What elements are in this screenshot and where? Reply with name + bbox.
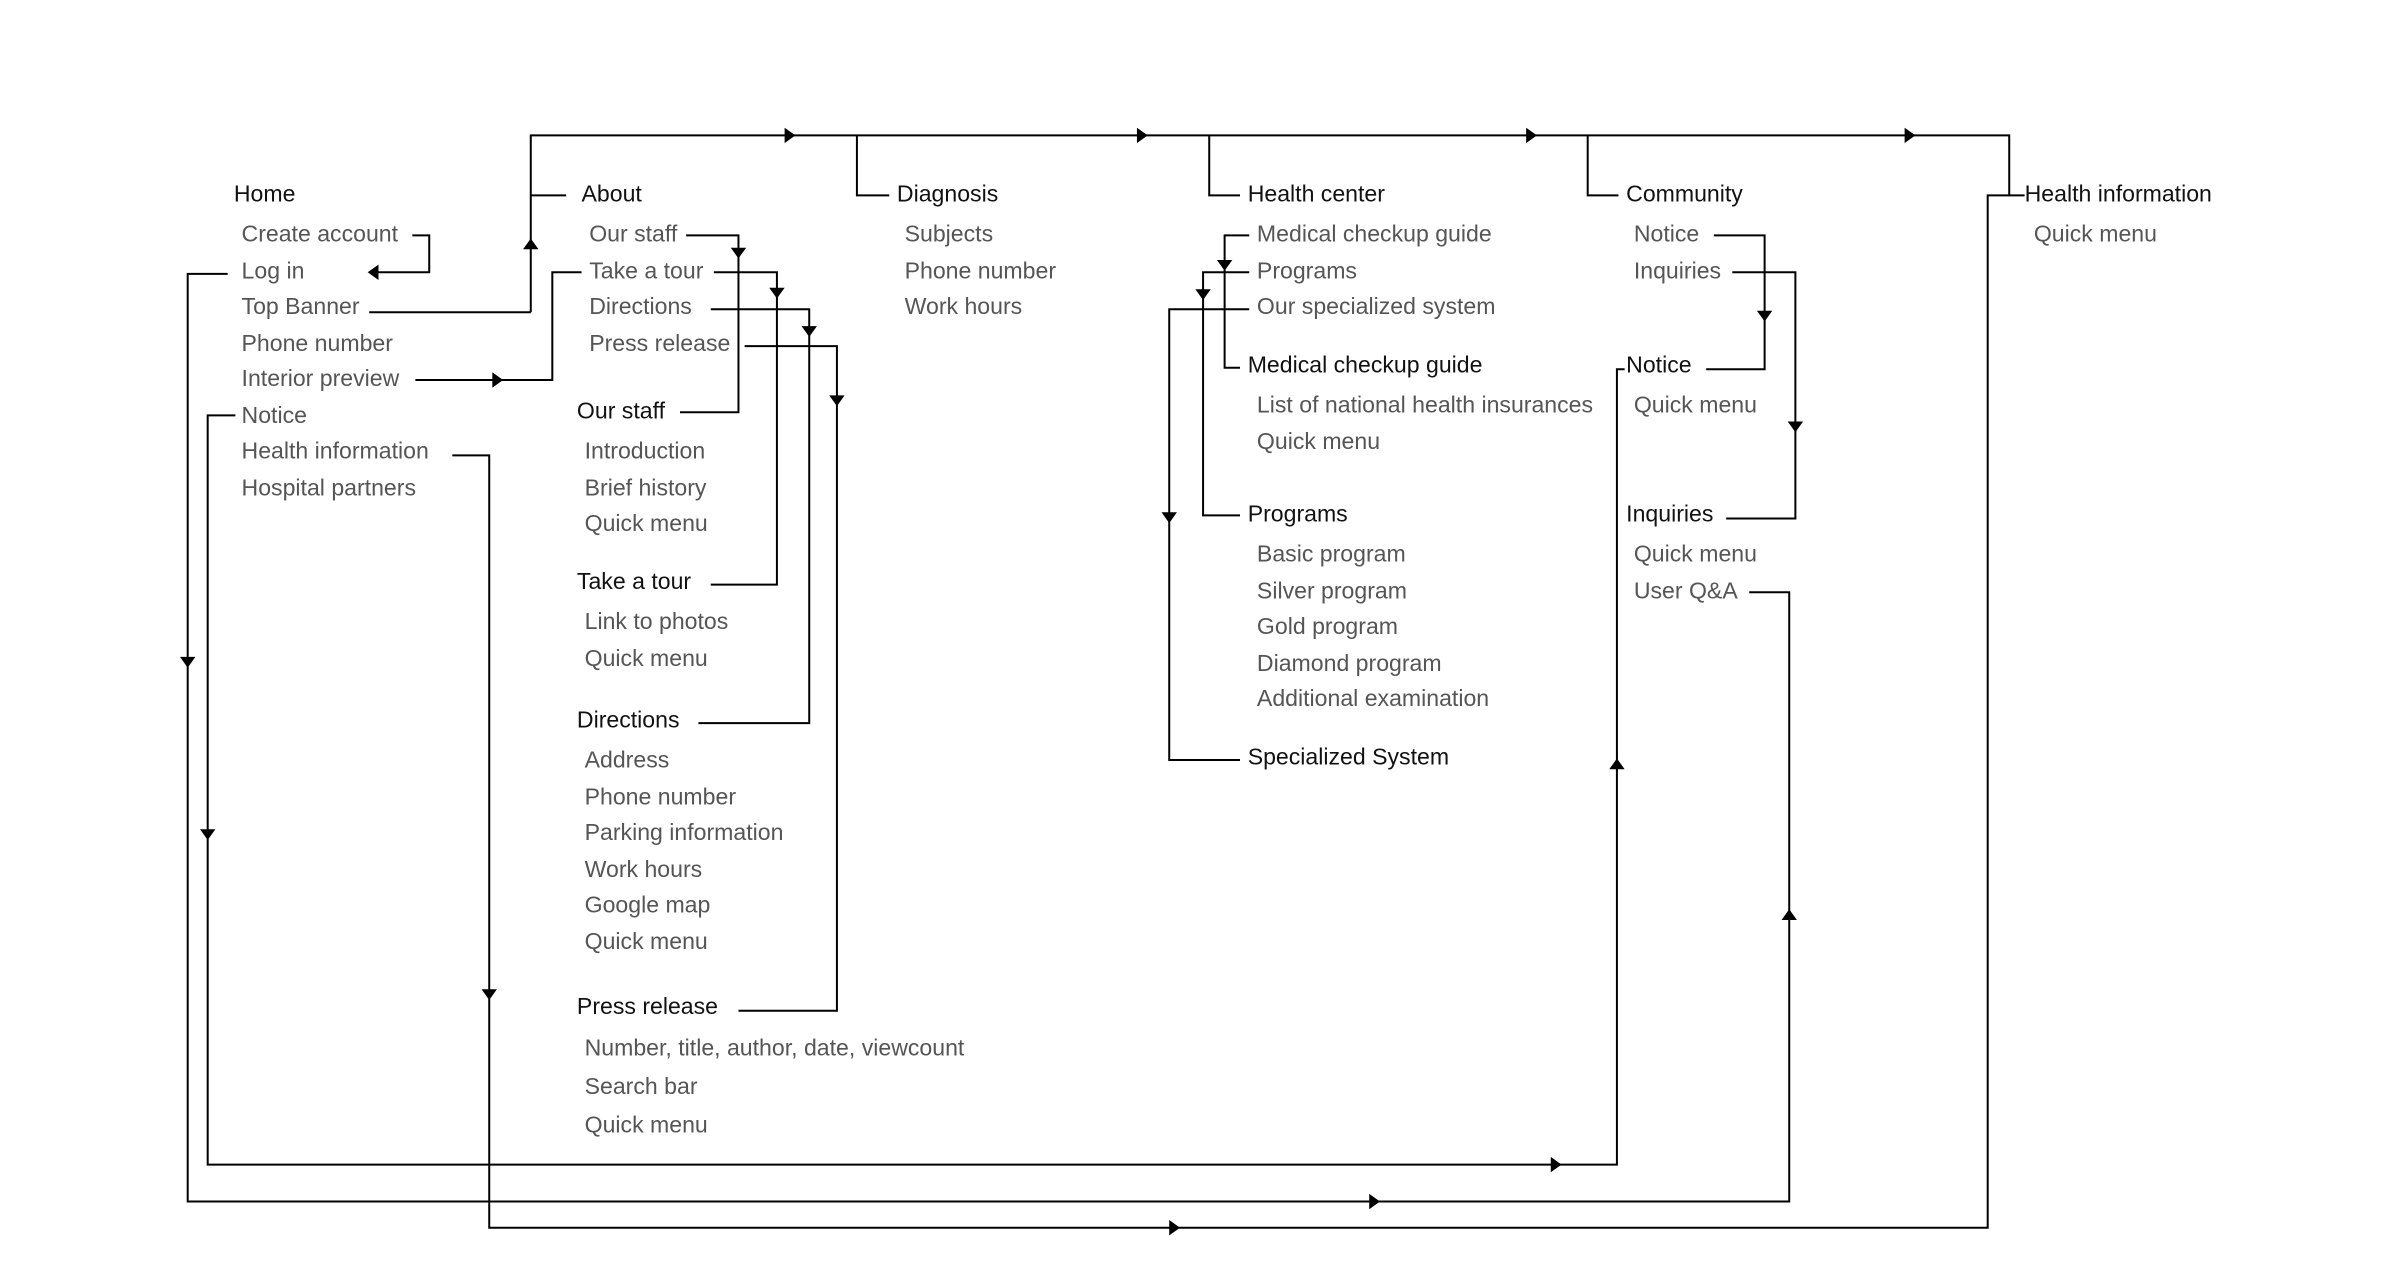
- arrowhead: [523, 238, 538, 249]
- health-information-title: Health information: [2024, 181, 2212, 208]
- press-release-title: Press release: [576, 993, 719, 1020]
- health-center-item: Our specialized system: [1256, 293, 1496, 320]
- directions-item: Quick menu: [584, 929, 708, 956]
- press-release-item: Search bar: [584, 1073, 698, 1100]
- health-center-item: Programs: [1256, 258, 1357, 285]
- arrowhead: [1905, 128, 1916, 143]
- arrowhead: [731, 248, 746, 259]
- community-item: Notice: [1633, 221, 1700, 248]
- press-release-item: Number, title, author, date, viewcount: [584, 1035, 965, 1062]
- arrowhead: [1788, 422, 1803, 433]
- home-title: Home: [233, 181, 296, 208]
- directions-item: Google map: [584, 892, 711, 919]
- diagnosis-item: Phone number: [904, 258, 1057, 285]
- interior-preview-connector: [415, 272, 581, 380]
- our-staff-title: Our staff: [576, 398, 665, 425]
- arrowhead: [1195, 289, 1210, 300]
- about-take-a-tour: Take a tour: [589, 258, 704, 285]
- arrowhead: [802, 326, 817, 337]
- arrowhead: [1162, 512, 1177, 523]
- health-center-title: Health center: [1247, 181, 1385, 208]
- directions-item: Phone number: [584, 784, 737, 811]
- arrowhead: [1217, 260, 1232, 271]
- home-hospital-partners: Hospital partners: [241, 475, 416, 502]
- community-notice-item: Quick menu: [1633, 392, 1757, 419]
- take-a-tour-item: Quick menu: [584, 646, 708, 673]
- arrowhead: [492, 372, 503, 387]
- programs-item: Additional examination: [1256, 686, 1490, 713]
- directions-item: Address: [584, 747, 670, 774]
- our-staff-item: Introduction: [584, 438, 706, 465]
- health-information-item: Quick menu: [2033, 221, 2157, 248]
- community-inquiries-item: Quick menu: [1633, 541, 1757, 568]
- home-interior-preview: Interior preview: [241, 366, 400, 393]
- programs-item: Basic program: [1256, 541, 1406, 568]
- arrowhead: [1369, 1194, 1380, 1209]
- arrowhead: [1551, 1157, 1562, 1172]
- arrowhead: [1757, 311, 1772, 322]
- our-staff-item: Brief history: [584, 475, 707, 502]
- arrowhead: [180, 657, 195, 668]
- diagnosis-item: Work hours: [904, 293, 1023, 320]
- arrowhead: [1137, 128, 1148, 143]
- arrowhead: [829, 395, 844, 406]
- home-phone-number: Phone number: [241, 330, 393, 357]
- arrowhead: [368, 265, 379, 280]
- home-top-banner: Top Banner: [241, 293, 360, 320]
- specialized-system-connector: [1169, 309, 1249, 760]
- take-a-tour-title: Take a tour: [576, 569, 692, 596]
- diagnosis-title: Diagnosis: [896, 181, 999, 208]
- health-center-drop-connector: [1209, 135, 1240, 195]
- community-title: Community: [1626, 181, 1743, 208]
- home-health-information: Health information: [241, 438, 429, 465]
- medical-checkup-connector: [1225, 235, 1250, 367]
- medical-checkup-item: Quick menu: [1256, 429, 1381, 456]
- specialized-system-title: Specialized System: [1247, 744, 1450, 771]
- diagnosis-drop-connector: [857, 135, 889, 195]
- home-log-in: Log in: [241, 258, 305, 285]
- medical-checkup-title: Medical checkup guide: [1247, 352, 1483, 379]
- arrowhead: [785, 128, 796, 143]
- arrowhead: [769, 288, 784, 299]
- programs-item: Silver program: [1256, 578, 1407, 605]
- programs-title: Programs: [1247, 501, 1348, 528]
- our-staff-item: Quick menu: [584, 510, 708, 537]
- arrowhead: [1609, 758, 1624, 769]
- arrowhead: [200, 829, 215, 840]
- programs-item: Gold program: [1256, 613, 1399, 640]
- community-inquiries-title: Inquiries: [1626, 501, 1714, 528]
- take-a-tour-item: Link to photos: [584, 609, 729, 636]
- directions-item: Work hours: [584, 856, 703, 884]
- home-notice: Notice: [241, 403, 307, 430]
- arrowhead: [1169, 1220, 1180, 1235]
- directions-item: Parking information: [584, 819, 784, 847]
- community-notice-connector: [1706, 235, 1764, 369]
- community-notice-title: Notice: [1626, 352, 1692, 379]
- community-drop-connector: [1588, 135, 1619, 195]
- about-press-release: Press release: [589, 330, 731, 357]
- community-item: Inquiries: [1633, 258, 1722, 285]
- diagnosis-item: Subjects: [904, 221, 994, 248]
- press-release-connector: [738, 346, 836, 1011]
- medical-checkup-item: List of national health insurances: [1256, 392, 1594, 419]
- programs-item: Diamond program: [1256, 650, 1442, 677]
- community-inquiries-item: User Q&A: [1633, 578, 1738, 605]
- health-center-item: Medical checkup guide: [1256, 221, 1492, 248]
- take-a-tour-connector: [711, 272, 777, 584]
- arrowhead: [482, 989, 497, 1000]
- about-title: About: [581, 181, 642, 208]
- arrowhead: [1526, 128, 1537, 143]
- directions-connector: [698, 309, 809, 723]
- arrowhead: [1782, 909, 1797, 920]
- directions-title: Directions: [576, 707, 680, 734]
- about-directions: Directions: [589, 293, 692, 320]
- home-create-account: Create account: [241, 221, 399, 248]
- about-our-staff: Our staff: [589, 221, 678, 248]
- press-release-item: Quick menu: [584, 1112, 708, 1139]
